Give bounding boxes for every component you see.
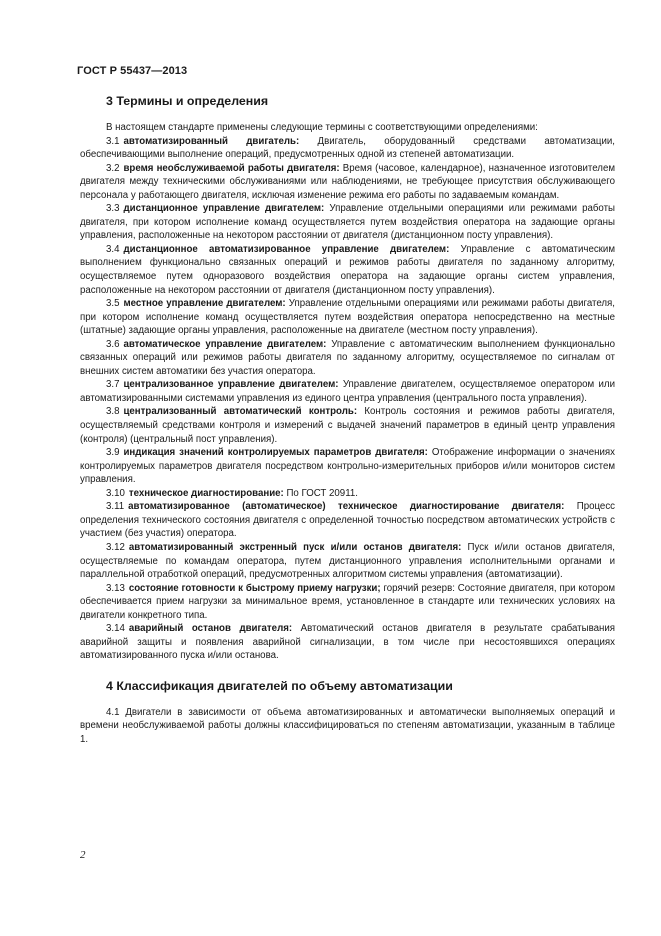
term: местное управление двигателем: [123, 298, 286, 310]
clause-number: 3.2 [106, 162, 120, 174]
clause-number: 3.5 [106, 298, 120, 310]
document-header: ГОСТ Р 55437—2013 [77, 65, 188, 77]
clause-number: 3.14 [106, 623, 125, 635]
page-number: 2 [80, 849, 86, 861]
term: дистанционное автоматизированное управление двигателем: [123, 243, 450, 255]
section-4-heading: 4 Классификация двигателей по объему автоматизации [106, 678, 453, 693]
clause-number: 3.3 [106, 203, 120, 215]
definition: Управление двигателем, осуществляемое оператором или автоматизированными системами управления из единого центра управления (центрального поста управления). [80, 379, 615, 404]
definition-3-8 [80, 405, 615, 446]
definition-3-2 [80, 162, 615, 203]
definition-3-4 [80, 243, 615, 297]
definition: Управление отдельными операциями или режимами работы двигателя, при котором исполнение команд осуществляется путем воздействия оператора на задающие органы управления, расположенные на некотором расстоянии от двигателя (дистанционном посту управления). [80, 203, 615, 242]
definition-3-11 [80, 500, 615, 541]
section-3-heading: 3 Термины и определения [106, 94, 269, 108]
clause-number: 3.9 [106, 447, 120, 459]
definition: Пуск и/или останов двигателя, осуществляемые по командам оператора, путем дистанционного управления исполнительными органами и параллельной отработкой операций, предусмотренных алгоритмом системы управления (автоматизации). [80, 541, 615, 581]
definition: Автоматический останов двигателя в результате срабатывания аварийной защиты и появления аварийной сигнализации, в том числе при несостоявшихся операциях автоматизированного пуска и/или останова. [80, 623, 615, 662]
term: время необслуживаемой работы двигателя: [123, 162, 340, 174]
definition: Управление с автоматическим выполнением функционально связанных операций и режимов работы двигателя по заданному алгоритму, осуществляемое путем одноразового воздействия оператора на задающие органы систем управления, расположенные на некотором расстоянии от двигателя (дистанционном посту управления). [80, 243, 615, 296]
term: автоматизированный экстренный пуск и/или останов двигателя: [128, 541, 462, 553]
clause-number: 4.1 [106, 706, 120, 718]
definition-3-1 [80, 135, 615, 162]
clause-number: 3.1 [106, 135, 120, 147]
term: дистанционное управление двигателем: [123, 203, 325, 215]
definition: Управление отдельными операциями или режимами работы двигателя, при котором исполнение команд осуществляется путем воздействия оператора непосредственно на местные (штатные) задающие органы управления, расположенные на двигателе (местном посту управления). [80, 298, 615, 337]
clause-number: 3.13 [106, 582, 125, 594]
clause-number: 3.12 [106, 541, 125, 553]
definition: Отображение информации о значениях контролируемых параметров двигателя посредством контрольно-измерительных приборов и/или мониторов систем управления. [80, 447, 615, 486]
document-body [80, 93, 615, 747]
definition: Двигатель, оборудованный средствами автоматизации, обеспечивающими выполнение операций, предусмотренных одной из степеней автоматизации. [80, 135, 615, 161]
definition-3-12 [80, 541, 615, 582]
term: автоматическое управление двигателем: [123, 338, 327, 350]
term: индикация значений контролируемых параметров двигателя: [123, 447, 428, 459]
definition: Процесс определения технического состояния двигателя с определенной точностью посредством автоматических устройств с участием (без участия) оператора. [80, 501, 616, 540]
term: аварийный останов двигателя: [128, 623, 293, 635]
definition: Время (часовое, календарное), назначенное изготовителем двигателя между техническими обслуживаниями или наблюдениями, не требующее присутствия обслуживающего персонала у работающего двигателя, исключая изменение режима его работы по задаваемым командам. [80, 162, 615, 201]
definition-3-10 [80, 487, 615, 501]
definition-3-7 [80, 378, 615, 405]
term: централизованное управление двигателем: [123, 379, 339, 391]
clause-number: 3.6 [106, 338, 120, 350]
term: автоматизированный двигатель: [123, 135, 300, 147]
clause-number: 3.7 [106, 379, 120, 391]
paragraph-4-1 [80, 706, 615, 747]
definition-3-3 [80, 202, 615, 243]
definition-3-5 [80, 297, 615, 338]
definition: горячий резерв: Состояние двигателя, при котором обеспечивается прием нагрузки за минимальное время, установленное в стандарте или технических условиях на двигатели конкретного типа. [80, 582, 615, 621]
clause-number: 3.4 [106, 243, 120, 255]
paragraph-text: Двигатели в зависимости от объема автоматизированных и автоматически выполняемых операций и времени необслуживаемой работы должны классифицироваться по степеням автоматизации, указанным в таблице 1. [80, 706, 615, 745]
definition-3-6 [80, 338, 615, 379]
clause-number: 3.11 [106, 501, 125, 513]
term: централизованный автоматический контроль: [123, 406, 358, 418]
term: техническое диагностирование: [128, 487, 284, 499]
definition-3-14 [80, 622, 615, 663]
definition-3-9 [80, 446, 615, 487]
clause-number: 3.10 [106, 487, 125, 499]
definition: Контроль состояния и режимов работы двигателя, осуществляемый средствами контроля и измерений с выдачей значений параметров в единый центр управления (контроля) (центральный пост управления). [80, 406, 615, 445]
clause-number: 3.8 [106, 406, 120, 418]
definition: По ГОСТ 20911. [283, 487, 358, 499]
term: автоматизированное (автоматическое) техническое диагностирование двигателя: [128, 501, 565, 513]
definition: Управление с автоматическим выполнением функционально связанных операций или режимов работы двигателя по заданному алгоритму, осуществляемое по сигналам от внешних систем автоматики без участия оператора. [80, 338, 615, 377]
section-3-intro: В настоящем стандарте применены следующие термины с соответствующими определениями: [106, 122, 538, 133]
term: состояние готовности к быстрому приему нагрузки; [128, 582, 381, 594]
definition-3-13 [80, 582, 615, 623]
